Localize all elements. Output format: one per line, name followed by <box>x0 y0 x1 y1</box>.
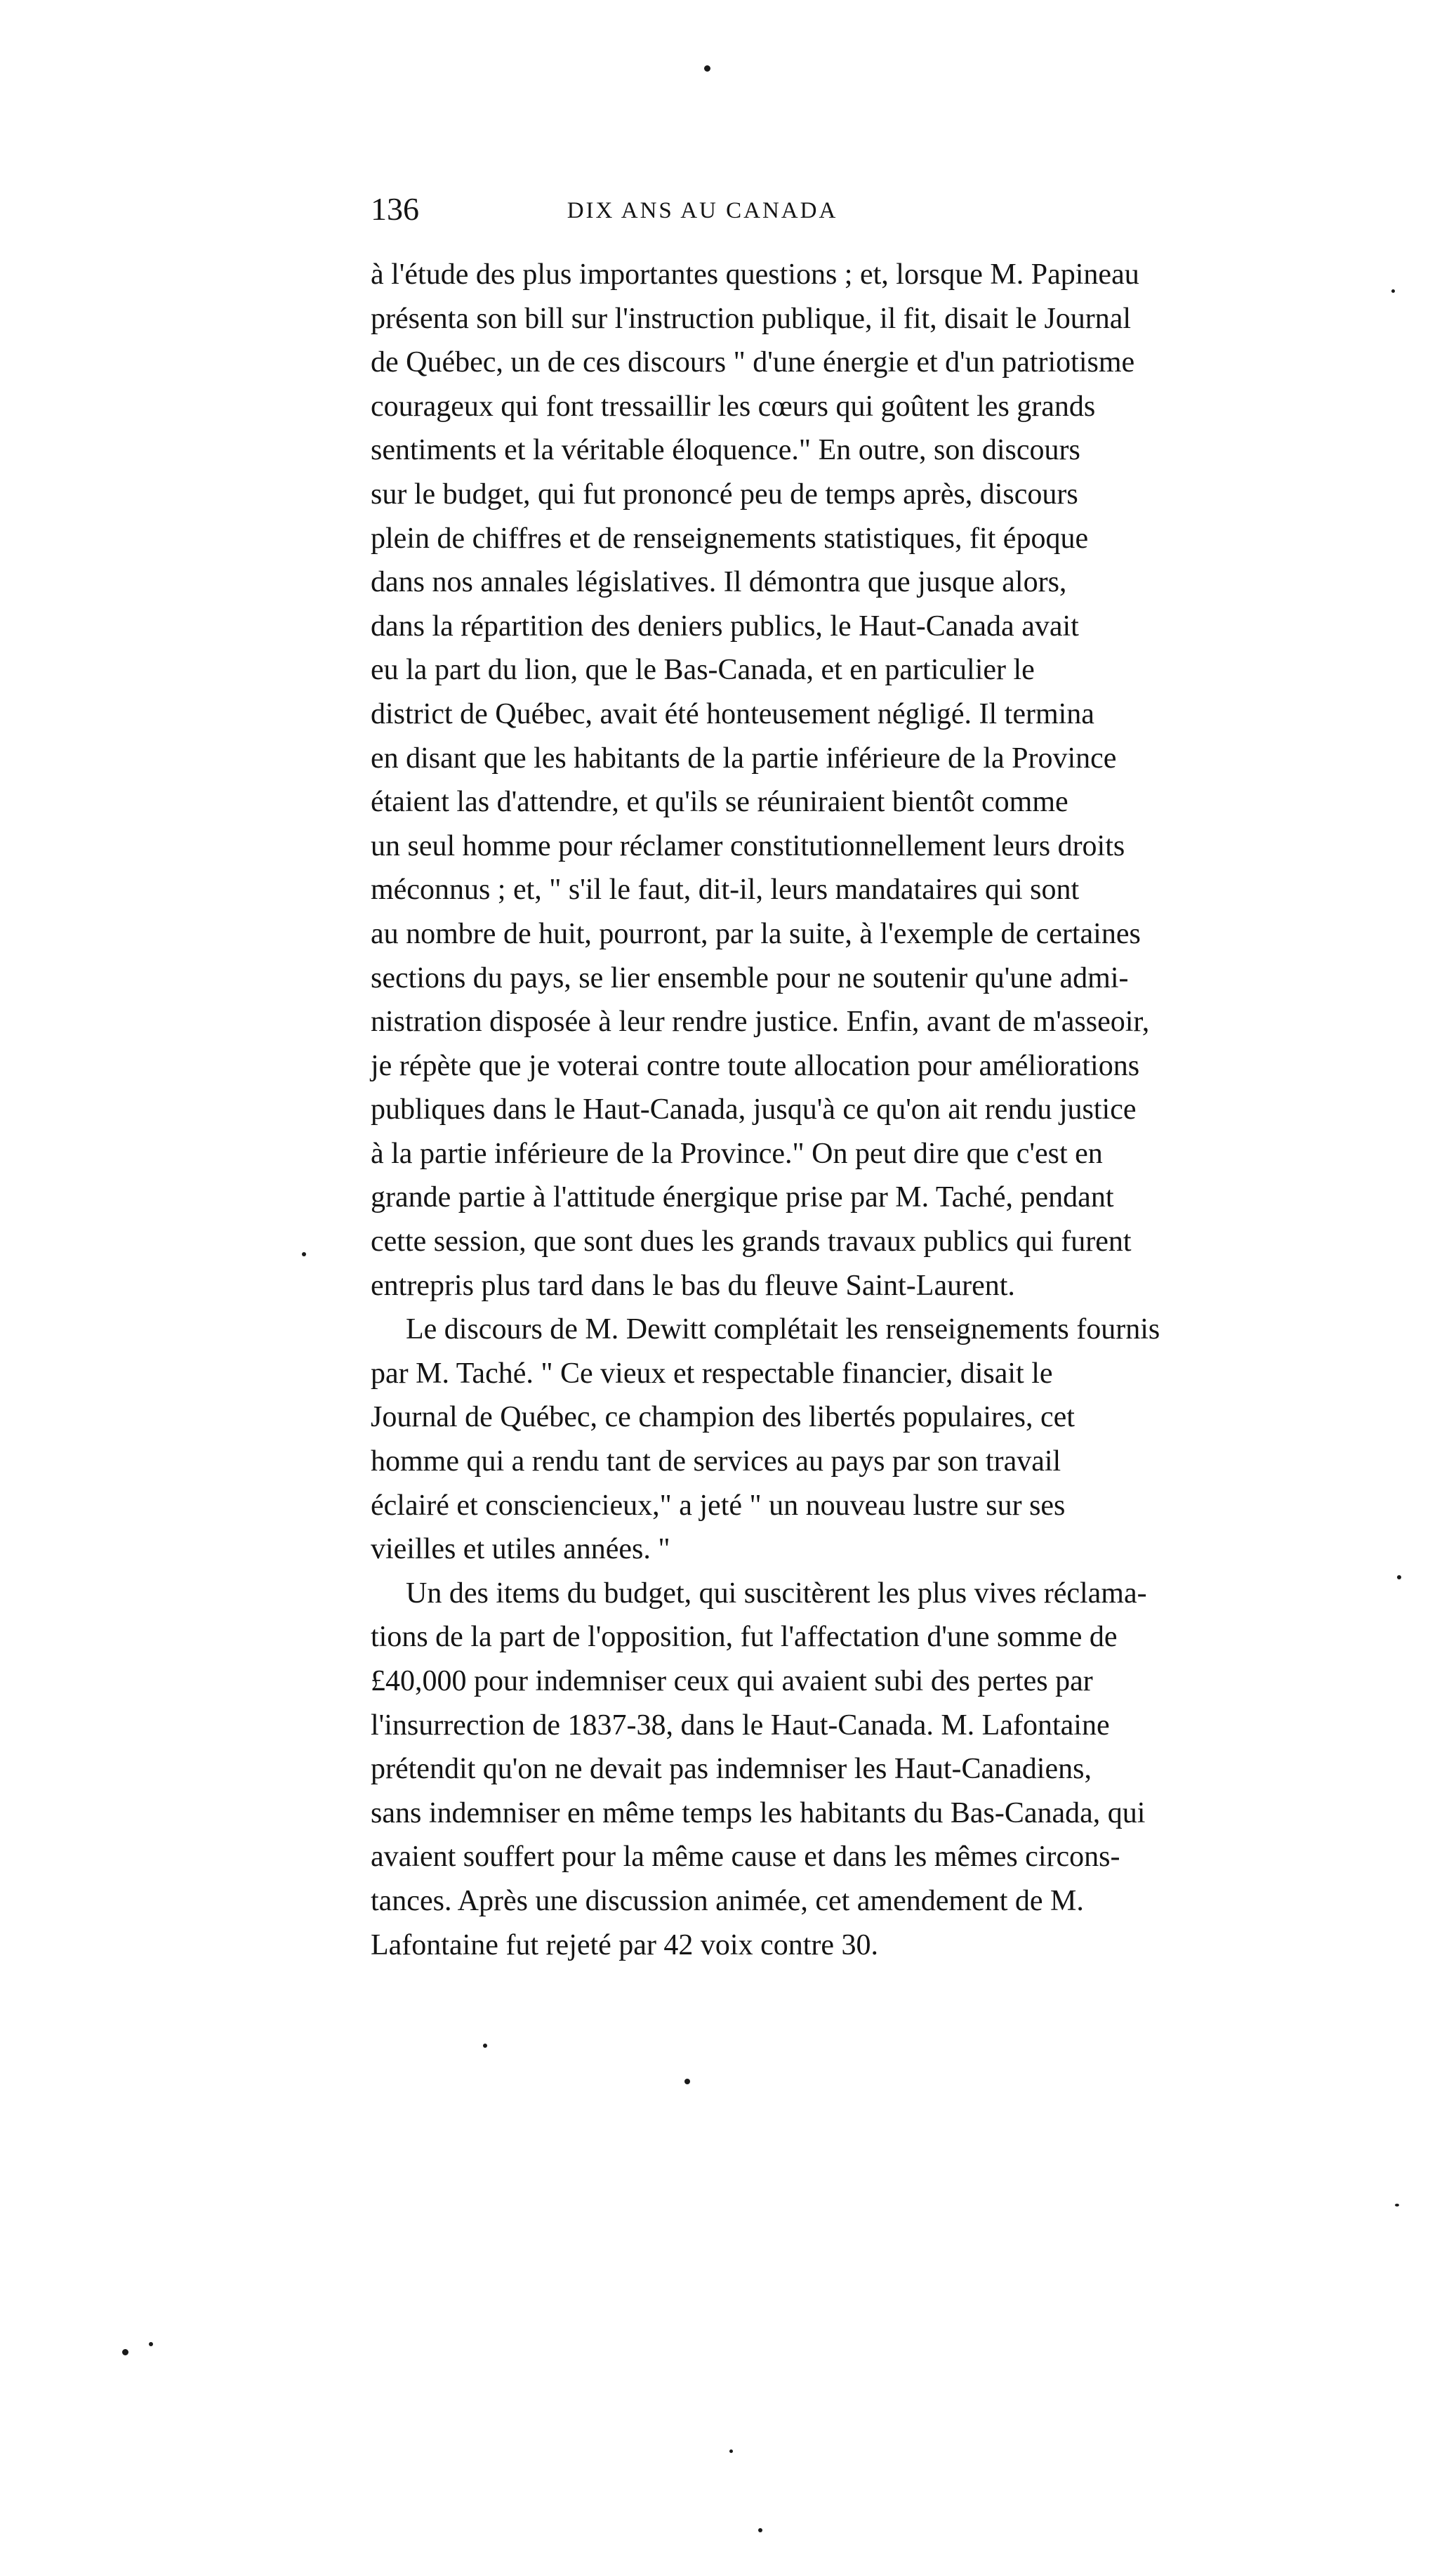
text-line: de Québec, un de ces discours " d'une énergie et d'un patriotisme <box>371 346 1135 379</box>
text-line: à la partie inférieure de la Province." On peut dire que c'est en <box>371 1137 1103 1170</box>
text-line: nistration disposée à leur rendre justice. Enfin, avant de m'asseoir, <box>371 1006 1150 1039</box>
scan-speck <box>684 2079 690 2084</box>
paragraph-1 <box>371 253 1150 1308</box>
scan-speck <box>483 2044 487 2048</box>
text-line: dans la répartition des deniers publics, le Haut-Canada avait <box>371 610 1079 643</box>
scan-speck <box>149 2342 153 2346</box>
scan-speck <box>1397 1575 1401 1579</box>
text-line: Journal de Québec, ce champion des libertés populaires, cet <box>371 1401 1075 1434</box>
text-line: sentiments et la véritable éloquence." En outre, son discours <box>371 434 1080 467</box>
text-line: tances. Après une discussion animée, cet amendement de M. <box>371 1884 1084 1917</box>
page-number: 136 <box>371 191 419 227</box>
scan-speck <box>704 65 710 72</box>
scan-speck <box>1395 2204 1399 2206</box>
text-line: sections du pays, se lier ensemble pour ne soutenir qu'une admi- <box>371 961 1129 994</box>
text-line: sans indemniser en même temps les habitants du Bas-Canada, qui <box>371 1796 1146 1829</box>
text-line: homme qui a rendu tant de services au pays par son travail <box>371 1445 1061 1478</box>
text-line: Le discours de M. Dewitt complétait les renseignements fournis <box>406 1313 1160 1346</box>
text-line: présenta son bill sur l'instruction publique, il fit, disait le Journal <box>371 302 1132 335</box>
scan-speck <box>122 2349 128 2355</box>
text-line: eu la part du lion, que le Bas-Canada, et en particulier le <box>371 654 1035 687</box>
text-line: à l'étude des plus importantes questions ; et, lorsque M. Papineau <box>371 258 1139 291</box>
text-line: dans nos annales législatives. Il démontra que jusque alors, <box>371 566 1067 599</box>
text-line: par M. Taché. " Ce vieux et respectable financier, disait le <box>371 1357 1053 1390</box>
text-line: courageux qui font tressaillir les cœurs qui goûtent les grands <box>371 390 1096 423</box>
text-line: en disant que les habitants de la partie inférieure de la Province <box>371 742 1117 775</box>
text-line: Lafontaine fut rejeté par 42 voix contre 30. <box>371 1928 879 1961</box>
text-line: district de Québec, avait été honteusement négligé. Il termina <box>371 697 1094 730</box>
text-line: prétendit qu'on ne devait pas indemniser les Haut-Canadiens, <box>371 1753 1092 1786</box>
text-line: cette session, que sont dues les grands travaux publics qui furent <box>371 1225 1132 1258</box>
page-header <box>371 188 1034 230</box>
text-line: £40,000 pour indemniser ceux qui avaient subi des pertes par <box>371 1665 1093 1697</box>
text-line: éclairé et consciencieux," a jeté " un nouveau lustre sur ses <box>371 1489 1066 1522</box>
text-line: un seul homme pour réclamer constitutionnellement leurs droits <box>371 829 1125 862</box>
text-line: grande partie à l'attitude énergique prise par M. Taché, pendant <box>371 1181 1114 1214</box>
text-line: Un des items du budget, qui suscitèrent les plus vives réclama- <box>406 1577 1147 1610</box>
scan-speck <box>729 2449 733 2453</box>
running-head: DIX ANS AU CANADA <box>567 198 838 223</box>
scan-speck <box>1391 289 1395 293</box>
text-line: l'insurrection de 1837-38, dans le Haut-Canada. M. Lafontaine <box>371 1709 1110 1742</box>
text-line: plein de chiffres et de renseignements statistiques, fit époque <box>371 522 1089 555</box>
scan-speck <box>758 2528 762 2532</box>
text-line: je répète que je voterai contre toute allocation pour améliorations <box>371 1049 1140 1082</box>
scan-speck <box>302 1252 306 1256</box>
paragraph-3 <box>371 1572 1147 1967</box>
text-line: étaient las d'attendre, et qu'ils se réuniraient bientôt comme <box>371 786 1068 819</box>
paragraph-2 <box>371 1308 1160 1572</box>
text-line: vieilles et utiles années. " <box>371 1533 670 1566</box>
text-line: au nombre de huit, pourront, par la suite, à l'exemple de certaines <box>371 917 1141 950</box>
text-line: avaient souffert pour la même cause et dans les mêmes circons- <box>371 1841 1120 1874</box>
text-line: méconnus ; et, " s'il le faut, dit-il, leurs mandataires qui sont <box>371 874 1080 907</box>
text-line: tions de la part de l'opposition, fut l'affectation d'une somme de <box>371 1621 1118 1654</box>
body-text <box>371 253 1160 1967</box>
text-line: sur le budget, qui fut prononcé peu de temps après, discours <box>371 478 1078 511</box>
text-line: publiques dans le Haut-Canada, jusqu'à ce qu'on ait rendu justice <box>371 1093 1137 1126</box>
text-line: entrepris plus tard dans le bas du fleuve Saint-Laurent. <box>371 1269 1015 1302</box>
